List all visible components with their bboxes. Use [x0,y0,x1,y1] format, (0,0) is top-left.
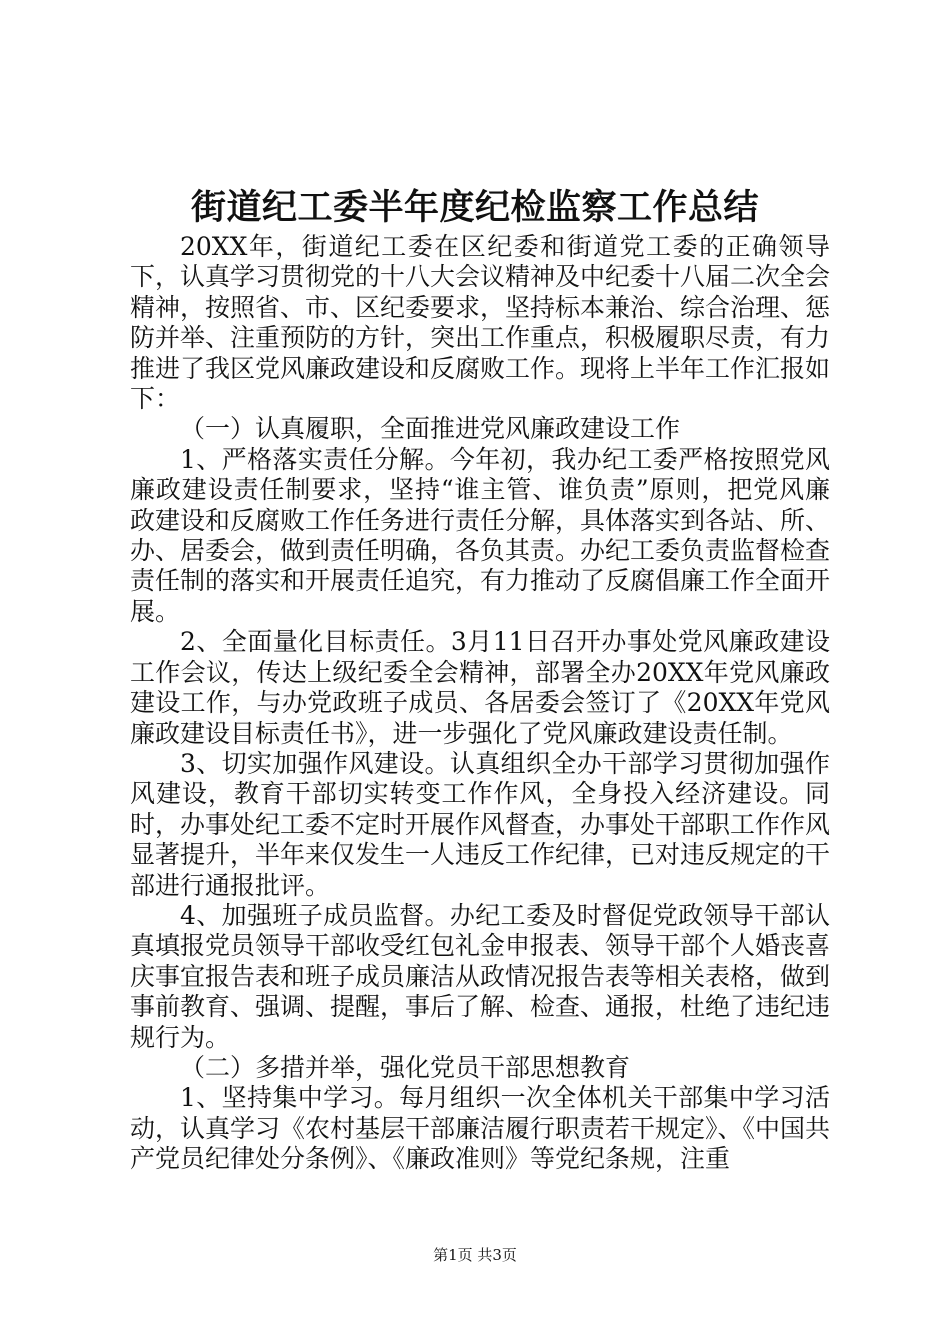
paragraph-item-5: 1、坚持集中学习。每月组织一次全体机关干部集中学习活动，认真学习《农村基层干部廉洁履行职责若干规定》、《中国共产党员纪律处分条例》、《廉政准则》等党纪条规，注重 [130,1083,831,1174]
paragraph-intro: 20XX年，街道纪工委在区纪委和街道党工委的正确领导下，认真学习贯彻党的十八大会议精神及中纪委十八届二次全会精神，按照省、市、区纪委要求，坚持标本兼治、综合治理、惩防并举、注重预防的方针，突出工作重点，积极履职尽责，有力推进了我区党风廉政建设和反腐败工作。现将上半年工作汇报如下： [130,232,831,414]
paragraph-item-1: 1、严格落实责任分解。今年初，我办纪工委严格按照党风廉政建设责任制要求，坚持“谁主管、谁负责”原则，把党风廉政建设和反腐败工作任务进行责任分解，具体落实到各站、所、办、居委会，做到责任明确，各负其责。办纪工委负责监督检查责任制的落实和开展责任追究，有力推动了反腐倡廉工作全面开展。 [130,444,831,626]
page-footer [0,1243,950,1267]
paragraph-item-2: 2、全面量化目标责任。3月11日召开办事处党风廉政建设工作会议，传达上级纪委全会精神，部署全办20XX年党风廉政建设工作，与办党政班子成员、各居委会签订了《20XX年党风廉政建设目标责任书》，进一步强化了党风廉政建设责任制。 [130,627,830,748]
paragraph-item-4: 4、加强班子成员监督。办纪工委及时督促党政领导干部认真填报党员领导干部收受红包礼金申报表、领导干部个人婚丧喜庆事宜报告表和班子成员廉洁从政情况报告表等相关表格，做到事前教育、强调、提醒，事后了解、检查、通报，杜绝了违纪违规行为。 [130,900,831,1052]
document-body [130,232,830,1175]
paragraph-item-3: 3、切实加强作风建设。认真组织全办干部学习贯彻加强作风建设，教育干部切实转变工作作风，全身投入经济建设。同时，办事处纪工委不定时开展作风督查，办事处干部职工作作风显著提升，半年来仅发生一人违反工作纪律，已对违反规定的干部进行通报批评。 [130,748,831,900]
document-title: 街道纪工委半年度纪检监察工作总结 [190,187,759,228]
section-heading-1: （一）认真履职，全面推进党风廉政建设工作 [180,414,681,444]
section-heading-2: （二）多措并举，强化党员干部思想教育 [180,1052,631,1082]
page-number-label: 第1页 共3页 [433,1246,517,1264]
